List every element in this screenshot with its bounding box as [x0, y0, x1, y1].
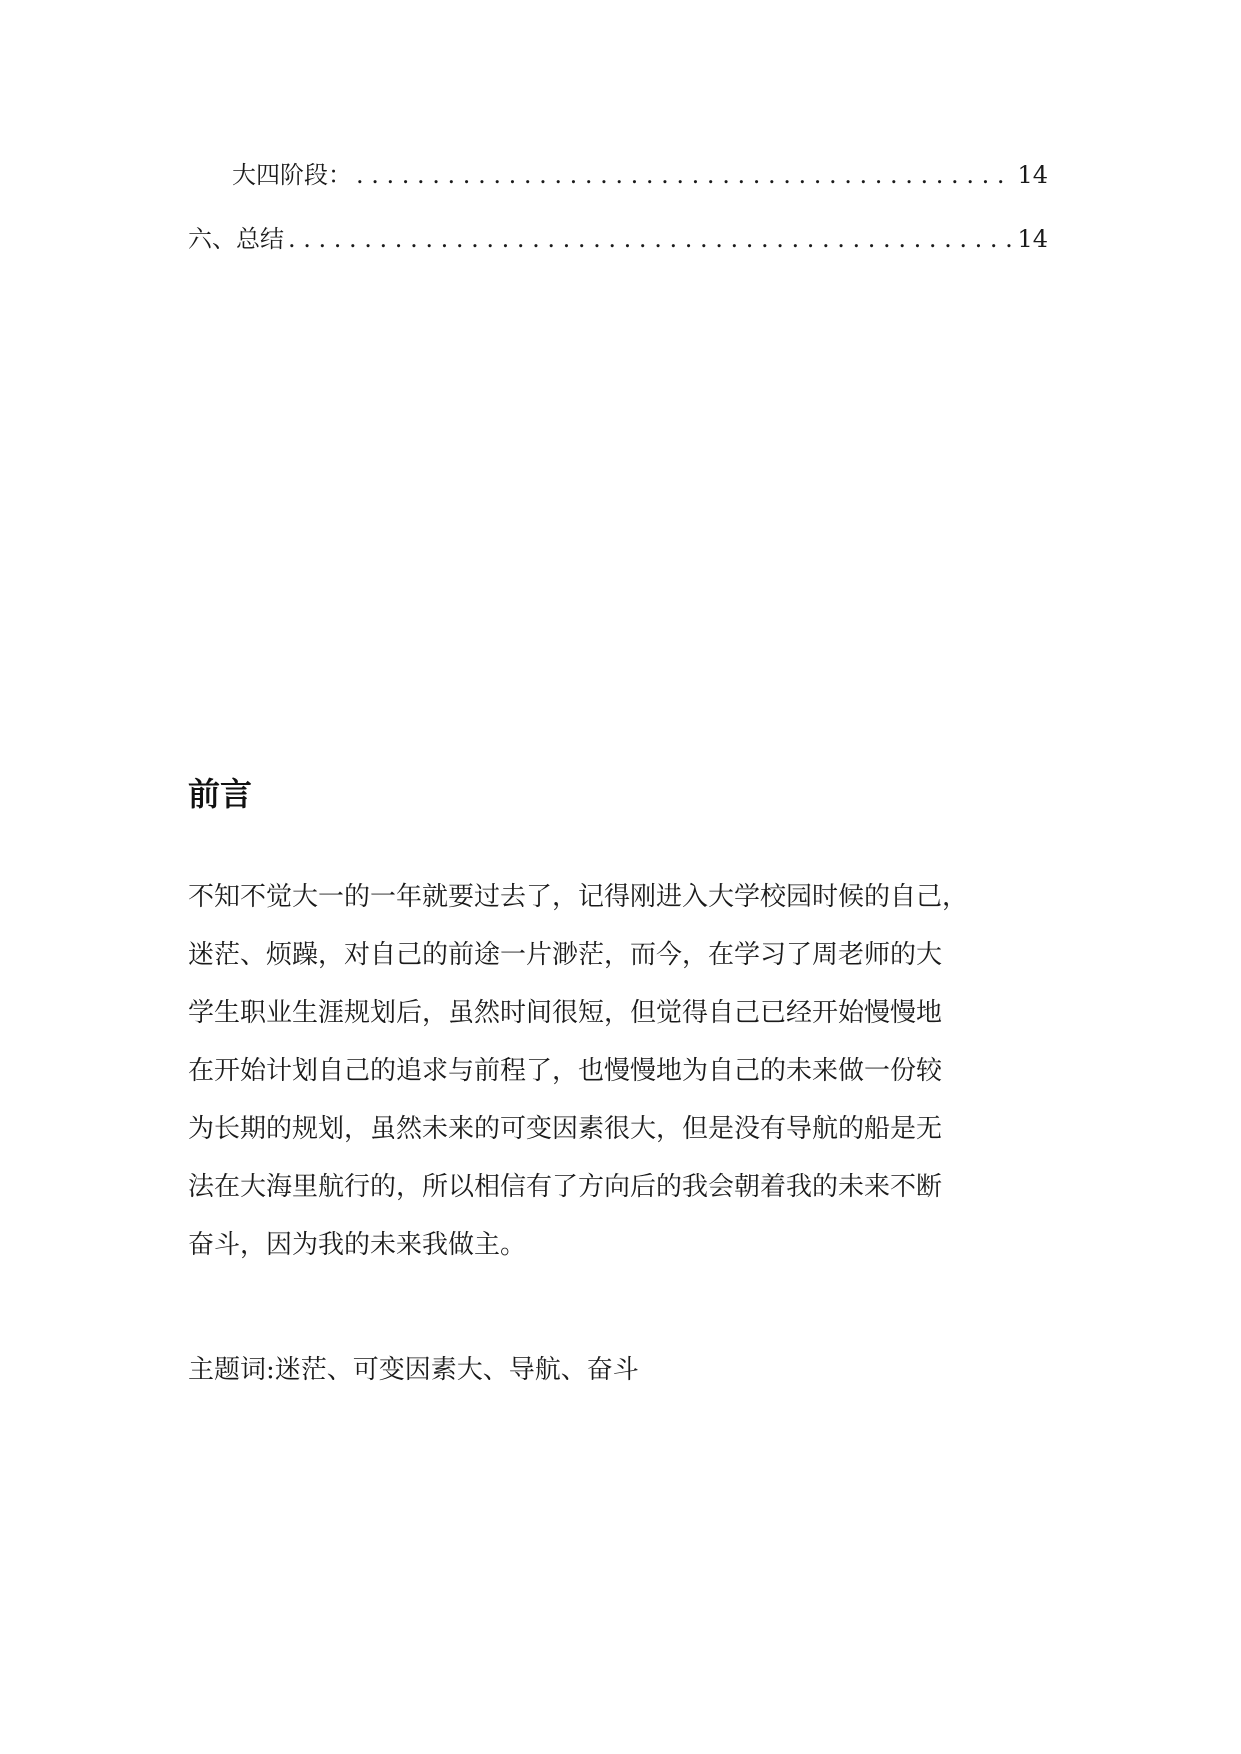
paragraph-line: 奋斗，因为我的未来我做主。 — [188, 1230, 527, 1260]
toc-entry[interactable] — [188, 222, 1048, 256]
toc-dot-leader — [284, 222, 1013, 256]
paragraph-line: 学生职业生涯规划后，虽然时间很短，但觉得自己已经开始慢慢地 — [188, 998, 943, 1028]
paragraph-line: 在开始计划自己的追求与前程了，也慢慢地为自己的未来做一份较 — [188, 1056, 943, 1086]
toc-entry-page: 14 — [1017, 161, 1048, 189]
paragraph-line: 不知不觉大一的一年就要过去了，记得刚进入大学校园时候的自己， — [188, 882, 969, 912]
paragraph-line: 为长期的规划，虽然未来的可变因素很大，但是没有导航的船是无 — [188, 1114, 943, 1144]
paragraph-line: 迷茫、烦躁，对自己的前途一片渺茫，而今，在学习了周老师的大 — [188, 940, 943, 970]
toc-dot-leader — [352, 158, 1013, 192]
toc-entry-page: 14 — [1017, 225, 1048, 253]
preface-heading: 前言 — [188, 775, 253, 813]
paragraph-line: 法在大海里航行的，所以相信有了方向后的我会朝着我的未来不断 — [188, 1172, 943, 1202]
keywords-line: 主题词:迷茫、可变因素大、导航、奋斗 — [188, 1355, 639, 1385]
toc-entry-title: 六、总结 — [188, 225, 284, 253]
toc-entry[interactable] — [188, 158, 1048, 192]
table-of-contents — [188, 158, 1048, 256]
toc-entry-title: 大四阶段： — [232, 161, 352, 189]
preface-paragraph — [188, 868, 1088, 1274]
